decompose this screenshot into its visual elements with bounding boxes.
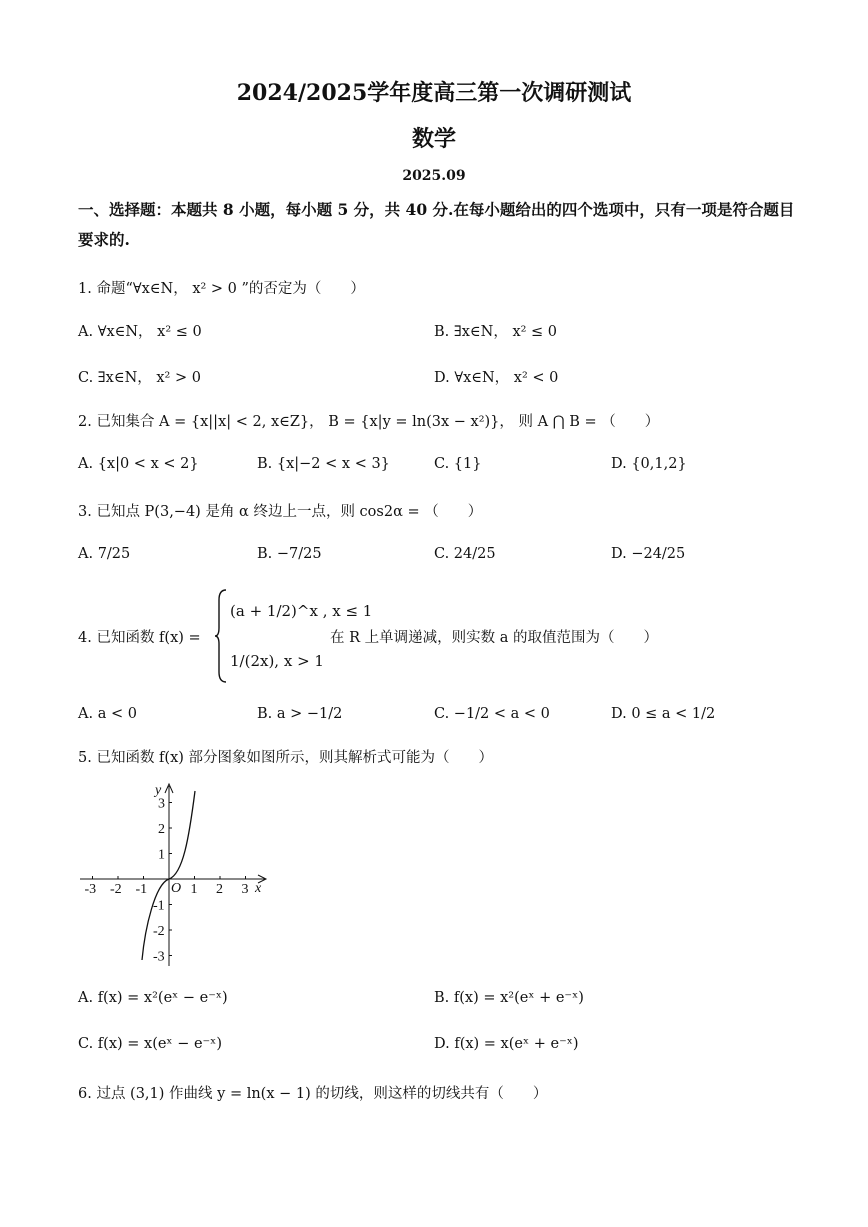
question-1-option-d[interactable]: D. ∀x∈N， x² < 0: [434, 370, 559, 386]
y-tick-label: -3: [153, 949, 165, 965]
left-brace: [214, 588, 228, 684]
y-tick-label: 2: [158, 822, 165, 837]
question-2-option-a[interactable]: A. {x|0 < x < 2}: [78, 456, 199, 472]
question-1-option-a[interactable]: A. ∀x∈N， x² ≤ 0: [78, 324, 202, 340]
x-axis-label: x: [255, 881, 262, 896]
question-4-option-d[interactable]: D. 0 ≤ a < 1/2: [611, 706, 716, 722]
question-3-option-c[interactable]: C. 24/25: [434, 546, 496, 562]
x-tick-label: 3: [241, 882, 249, 897]
question-1-stem: 1. 命题“∀x∈N， x² > 0 ”的否定为（ ）: [78, 281, 365, 297]
y-tick-label: -1: [153, 898, 165, 914]
y-tick-label: -2: [153, 924, 165, 939]
y-tick-label: 3: [158, 796, 165, 812]
question-2-option-c[interactable]: C. {1}: [434, 456, 482, 472]
question-5-option-b[interactable]: B. f(x) = x²(eˣ + e⁻ˣ): [434, 990, 584, 1006]
question-1-option-c[interactable]: C. ∃x∈N， x² > 0: [78, 370, 201, 386]
function-graph: [75, 778, 275, 968]
x-tick-label: -1: [135, 882, 148, 897]
question-3-option-d[interactable]: D. −24/25: [611, 546, 686, 562]
section-heading: 一、选择题：本题共 8 小题，每小题 5 分，共 40 分.在每小题给出的四个选项中，只有一项是符合题目要求的.: [78, 200, 795, 249]
y-axis-label: y: [155, 783, 162, 798]
page-title: 2024/2025学年度高三第一次调研测试: [236, 80, 632, 106]
subject-title: 数学: [411, 126, 456, 152]
question-4-option-c[interactable]: C. −1/2 < a < 0: [434, 706, 550, 722]
question-2-option-d[interactable]: D. {0,1,2}: [611, 456, 687, 472]
question-4-piece-1: (a + 1/2)^x , x ≤ 1: [230, 602, 373, 620]
origin-label: O: [171, 881, 182, 896]
x-tick-label: -2: [110, 882, 122, 897]
question-3-stem: 3. 已知点 P(3,−4) 是角 α 终边上一点，则 cos2α = （ ）: [78, 504, 483, 520]
question-4-option-a[interactable]: A. a < 0: [78, 706, 137, 722]
question-5-option-a[interactable]: A. f(x) = x²(eˣ − e⁻ˣ): [78, 990, 228, 1006]
exam-date: 2025.09: [402, 168, 466, 184]
question-4-piece-2: 1/(2x), x > 1: [230, 652, 324, 670]
question-5-option-c[interactable]: C. f(x) = x(eˣ − e⁻ˣ): [78, 1036, 222, 1052]
question-5-stem: 5. 已知函数 f(x) 部分图象如图所示，则其解析式可能为（ ）: [78, 750, 494, 766]
question-6-stem: 6. 过点 (3,1) 作曲线 y = ln(x − 1) 的切线，则这样的切线共有（ ）: [78, 1086, 548, 1102]
y-tick-label: 1: [158, 847, 165, 863]
question-5-option-d[interactable]: D. f(x) = x(eˣ + e⁻ˣ): [434, 1036, 579, 1052]
x-tick-label: 2: [216, 882, 223, 897]
x-tick-label: -3: [84, 882, 97, 897]
question-1-option-b[interactable]: B. ∃x∈N， x² ≤ 0: [434, 324, 558, 340]
question-4-prefix: 4. 已知函数 f(x) =: [78, 630, 201, 646]
question-4-suffix: 在 R 上单调递减，则实数 a 的取值范围为（ ）: [330, 630, 658, 646]
question-3-option-b[interactable]: B. −7/25: [257, 546, 322, 562]
question-3-option-a[interactable]: A. 7/25: [78, 546, 131, 562]
x-tick-label: 1: [190, 882, 198, 897]
question-2-stem: 2. 已知集合 A = {x||x| < 2, x∈Z}， B = {x|y = ln(3x − x²)}， 则 A ⋂ B = （ ）: [78, 414, 660, 430]
question-2-option-b[interactable]: B. {x|−2 < x < 3}: [257, 456, 390, 472]
question-4-option-b[interactable]: B. a > −1/2: [257, 706, 343, 722]
